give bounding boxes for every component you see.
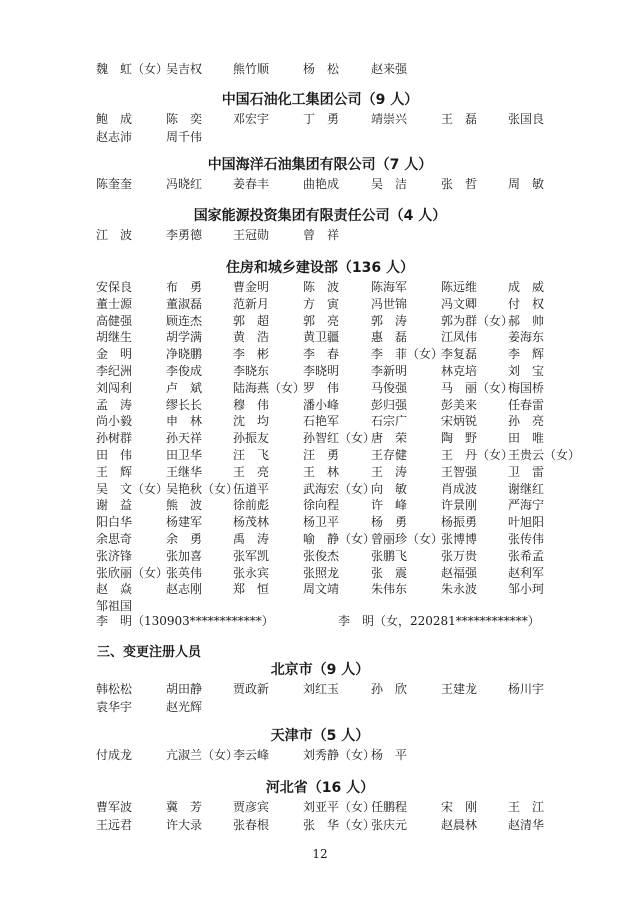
person-name: 伍道平 [233, 481, 270, 496]
person-name: 范新月 [233, 296, 270, 311]
person-name: 严海宁 [508, 498, 545, 513]
person-name: 李俊成 [166, 364, 203, 378]
person-name: 金 明 [96, 347, 133, 362]
page-number: 12 [312, 847, 328, 861]
name-row [0, 816, 640, 834]
person-name-with-id: 李 明（女，220281************） [338, 614, 540, 628]
person-name: 王建龙 [441, 682, 478, 696]
person-name: 卢 斌 [166, 380, 203, 395]
person-name: 李晓明 [303, 364, 340, 378]
person-name: 曾 祥 [303, 228, 340, 242]
person-name-with-id: 李 明（130903************） [96, 614, 274, 628]
person-name: 曹军波 [96, 800, 133, 814]
person-name: 田 唯 [508, 431, 545, 446]
person-name: 张欣丽（女） [96, 565, 169, 580]
person-name: 姜春丰 [233, 177, 270, 191]
person-name: 陈 波 [303, 280, 340, 294]
person-name: 王 涛 [371, 464, 408, 479]
person-name: 彭美来 [441, 397, 478, 412]
person-name: 赵清华 [508, 818, 545, 832]
person-name: 姜海东 [508, 330, 545, 345]
person-name: 刘红玉 [303, 682, 340, 696]
person-name: 郭为群（女） [441, 313, 514, 328]
name-row [0, 798, 640, 816]
person-name: 江 波 [96, 228, 133, 242]
person-name: 张春根 [233, 818, 270, 832]
name-row [0, 480, 640, 498]
name-row [0, 328, 640, 346]
section-title: 三、变更注册人员 [97, 645, 202, 660]
person-name: 尚小毅 [96, 414, 133, 429]
group-heading: 中国海洋石油集团有限公司（7 人） [207, 157, 433, 173]
person-name: 冯晓红 [166, 177, 203, 191]
name-row [0, 513, 640, 531]
person-name: 叶旭阳 [508, 515, 545, 530]
person-name: 惠 磊 [371, 330, 408, 345]
person-name: 王 丹（女） [441, 448, 514, 462]
person-name: 王 亮 [233, 464, 270, 479]
person-name: 张济锋 [96, 548, 133, 563]
person-name: 王 林 [303, 464, 340, 479]
person-name: 周千伟 [166, 130, 203, 144]
person-name: 张国良 [508, 112, 545, 126]
person-name: 李新明 [371, 364, 408, 378]
person-name: 沈 均 [233, 414, 270, 429]
person-name: 许景刚 [441, 498, 478, 513]
person-name: 孙树群 [96, 431, 133, 446]
name-row [0, 580, 640, 598]
person-name: 张照龙 [303, 565, 340, 580]
name-row [0, 278, 640, 296]
person-name: 罗 伟 [303, 380, 340, 395]
person-name: 高健强 [96, 313, 133, 328]
person-name: 王存健 [371, 448, 408, 462]
person-name: 许 峰 [371, 498, 408, 513]
person-name: 汪 勇 [303, 448, 340, 462]
person-name: 石宗广 [371, 414, 408, 429]
person-name: 董淑磊 [166, 296, 203, 311]
name-row [0, 612, 640, 630]
person-name: 亢淑兰（女） [166, 748, 239, 762]
person-name: 鲍 成 [96, 112, 133, 126]
person-name: 唐 荣 [371, 431, 408, 446]
person-name: 石艳军 [303, 414, 340, 429]
name-row [0, 463, 640, 481]
name-row [0, 746, 640, 764]
person-name: 胡学满 [166, 330, 203, 345]
person-name: 刘秀静（女） [303, 748, 376, 762]
person-name: 张庆元 [371, 818, 408, 832]
group-heading: 住房和城乡建设部（136 人） [225, 260, 415, 276]
person-name: 陈奎奎 [96, 177, 133, 191]
person-name: 邹小珂 [508, 582, 545, 597]
name-row [0, 547, 640, 565]
person-name: 丁 勇 [303, 112, 340, 126]
person-name: 曲艳成 [303, 177, 340, 191]
person-name: 杨 平 [371, 748, 408, 762]
person-name: 张永宾 [233, 565, 270, 580]
person-name: 张加喜 [166, 548, 203, 563]
person-name: 杨川宇 [508, 682, 545, 696]
person-name: 赵志沛 [96, 130, 133, 144]
person-name: 李勇德 [166, 228, 203, 242]
person-name: 邓宏宇 [233, 112, 270, 126]
person-name: 赵晨林 [441, 818, 478, 832]
person-name: 吴 洁 [371, 177, 408, 191]
person-name: 申 林 [166, 414, 203, 429]
person-name: 宋 刚 [441, 800, 478, 814]
person-name: 曹金明 [233, 280, 270, 294]
person-name: 张万贵 [441, 548, 478, 563]
person-name: 王 江 [508, 800, 545, 814]
person-name: 郭 超 [233, 313, 270, 328]
person-name: 袁华宇 [96, 700, 133, 714]
person-name: 任鹏程 [371, 800, 408, 814]
person-name: 董士源 [96, 296, 133, 311]
group-heading: 河北省（16 人） [265, 780, 375, 796]
person-name: 赵利军 [508, 565, 545, 580]
name-row [0, 226, 640, 244]
name-row [0, 564, 640, 582]
person-name: 梅国桥 [508, 380, 545, 395]
person-name: 吴吉权 [166, 62, 203, 76]
person-name: 张 华（女） [303, 818, 376, 832]
name-row [0, 446, 640, 464]
name-row [0, 379, 640, 397]
person-name: 缪长长 [166, 397, 203, 412]
person-name: 李晓东 [233, 364, 270, 378]
person-name: 方 寅 [303, 296, 340, 311]
name-row [0, 680, 640, 698]
person-name: 王冠勋 [233, 228, 270, 242]
name-row [0, 698, 640, 716]
person-name: 许大录 [166, 818, 203, 832]
person-name: 郭 涛 [371, 313, 408, 328]
person-name: 张英伟 [166, 565, 203, 580]
person-name: 吴艳秋（女） [166, 481, 239, 496]
person-name: 付 权 [508, 296, 545, 311]
person-name: 张鹏飞 [371, 548, 408, 563]
name-row [0, 128, 640, 146]
person-name: 胡田静 [166, 682, 203, 696]
person-name: 成 威 [508, 280, 545, 294]
person-name: 武海宏（女） [303, 481, 376, 496]
person-name: 刘 宝 [508, 364, 545, 378]
person-name: 李 菲（女） [371, 347, 444, 362]
person-name: 周文靖 [303, 582, 340, 597]
person-name: 谢 益 [96, 498, 133, 513]
name-row [0, 345, 640, 363]
person-name: 潘小峰 [303, 397, 340, 412]
person-name: 孙 欣 [371, 682, 408, 696]
person-name: 布 勇 [166, 280, 203, 294]
person-name: 杨茂林 [233, 515, 270, 530]
person-name: 陈海军 [371, 280, 408, 294]
person-name: 喻 静（女） [303, 532, 376, 546]
person-name: 郭 亮 [303, 313, 340, 328]
person-name: 谢继红 [508, 481, 545, 496]
name-row [0, 295, 640, 313]
person-name: 冯文卿 [441, 296, 478, 311]
person-name: 赵志刚 [166, 582, 203, 597]
person-name: 赵光辉 [166, 700, 203, 714]
person-name: 熊 波 [166, 498, 203, 513]
person-name: 王智强 [441, 464, 478, 479]
person-name: 田卫华 [166, 448, 203, 462]
person-name: 杨 勇 [371, 515, 408, 530]
person-name: 禹 涛 [233, 532, 270, 546]
person-name: 徐前彪 [233, 498, 270, 513]
person-name: 张俊杰 [303, 548, 340, 563]
person-name: 付成龙 [96, 748, 133, 762]
person-name: 郝 帅 [508, 313, 545, 328]
person-name: 王远君 [96, 818, 133, 832]
person-name: 靖崇兴 [371, 112, 408, 126]
person-name: 净晓鹏 [166, 347, 203, 362]
person-name: 林克培 [441, 364, 478, 378]
person-name: 韩松松 [96, 682, 133, 696]
person-name: 邹祖国 [96, 599, 133, 614]
name-row [0, 110, 640, 128]
person-name: 贾政新 [233, 682, 270, 696]
group-heading: 中国石油化工集团公司（9 人） [221, 92, 419, 108]
person-name: 郑 恒 [233, 582, 270, 597]
person-name: 孙振友 [233, 431, 270, 446]
person-name: 赵福强 [441, 565, 478, 580]
person-name: 曾丽珍（女） [371, 532, 444, 546]
person-name: 向 敏 [371, 481, 408, 496]
person-name: 肖成波 [441, 481, 478, 496]
person-name: 孟 涛 [96, 397, 133, 412]
person-name: 杨 松 [303, 62, 340, 76]
group-heading: 国家能源投资集团有限责任公司（4 人） [193, 208, 447, 224]
person-name: 陈 奕 [166, 112, 203, 126]
person-name: 李 辉 [508, 347, 545, 362]
name-row [0, 429, 640, 447]
person-name: 孙天祥 [166, 431, 203, 446]
person-name: 刘闯利 [96, 380, 133, 395]
person-name: 余 勇 [166, 532, 203, 546]
person-name: 杨卫平 [303, 515, 340, 530]
person-name: 顾连杰 [166, 313, 203, 328]
person-name: 卫 雷 [508, 464, 545, 479]
person-name: 冯世锦 [371, 296, 408, 311]
person-name: 吴 文（女） [96, 481, 169, 496]
person-name: 张希孟 [508, 548, 545, 563]
person-name: 张 震 [371, 565, 408, 580]
person-name: 刘亚平（女） [303, 800, 376, 814]
name-row [0, 396, 640, 414]
person-name: 安保良 [96, 280, 133, 294]
person-name: 任春雷 [508, 397, 545, 412]
person-name: 张传伟 [508, 532, 545, 546]
person-name: 魏 虹（女） [96, 62, 169, 76]
person-name: 王贵云（女） [508, 448, 581, 462]
person-name: 贾彦宾 [233, 800, 270, 814]
person-name: 杨建军 [166, 515, 203, 530]
person-name: 熊竹顺 [233, 62, 270, 76]
person-name: 田 伟 [96, 448, 133, 462]
name-row [0, 496, 640, 514]
person-name: 李 春 [303, 347, 340, 362]
group-heading: 北京市（9 人） [270, 662, 370, 678]
name-row [0, 412, 640, 430]
person-name: 胡继生 [96, 330, 133, 345]
person-name: 黄 浩 [233, 330, 270, 345]
person-name: 李纪洲 [96, 364, 133, 378]
person-name: 张军凯 [233, 548, 270, 563]
person-name: 徐向程 [303, 498, 340, 513]
person-name: 王 辉 [96, 464, 133, 479]
person-name: 李复磊 [441, 347, 478, 362]
person-name: 杨振勇 [441, 515, 478, 530]
person-name: 王 磊 [441, 112, 478, 126]
person-name: 冀 芳 [166, 800, 203, 814]
person-name: 李云峰 [233, 748, 270, 762]
person-name: 穆 伟 [233, 397, 270, 412]
person-name: 阳白华 [96, 515, 133, 530]
name-row [0, 60, 640, 78]
person-name: 彭归强 [371, 397, 408, 412]
person-name: 孙 亮 [508, 414, 545, 429]
person-name: 孙智红（女） [303, 431, 376, 446]
person-name: 朱永波 [441, 582, 478, 597]
person-name: 余思奇 [96, 532, 133, 546]
person-name: 张博博 [441, 532, 478, 546]
person-name: 汪 飞 [233, 448, 270, 462]
person-name: 宋炳锐 [441, 414, 478, 429]
name-row [0, 312, 640, 330]
person-name: 马俊强 [371, 380, 408, 395]
name-row [0, 362, 640, 380]
group-heading: 天津市（5 人） [270, 728, 370, 744]
person-name: 朱伟东 [371, 582, 408, 597]
person-name: 陆海燕（女） [233, 380, 306, 395]
name-row [0, 530, 640, 548]
person-name: 赵来强 [371, 62, 408, 76]
person-name: 陈远维 [441, 280, 478, 294]
person-name: 李 彬 [233, 347, 270, 362]
name-row [0, 175, 640, 193]
person-name: 陶 野 [441, 431, 478, 446]
person-name: 黄卫疆 [303, 330, 340, 345]
person-name: 张 哲 [441, 177, 478, 191]
person-name: 江凤伟 [441, 330, 478, 345]
person-name: 马 丽（女） [441, 380, 514, 395]
person-name: 赵 焱 [96, 582, 133, 597]
person-name: 王继华 [166, 464, 203, 479]
person-name: 周 敏 [508, 177, 545, 191]
